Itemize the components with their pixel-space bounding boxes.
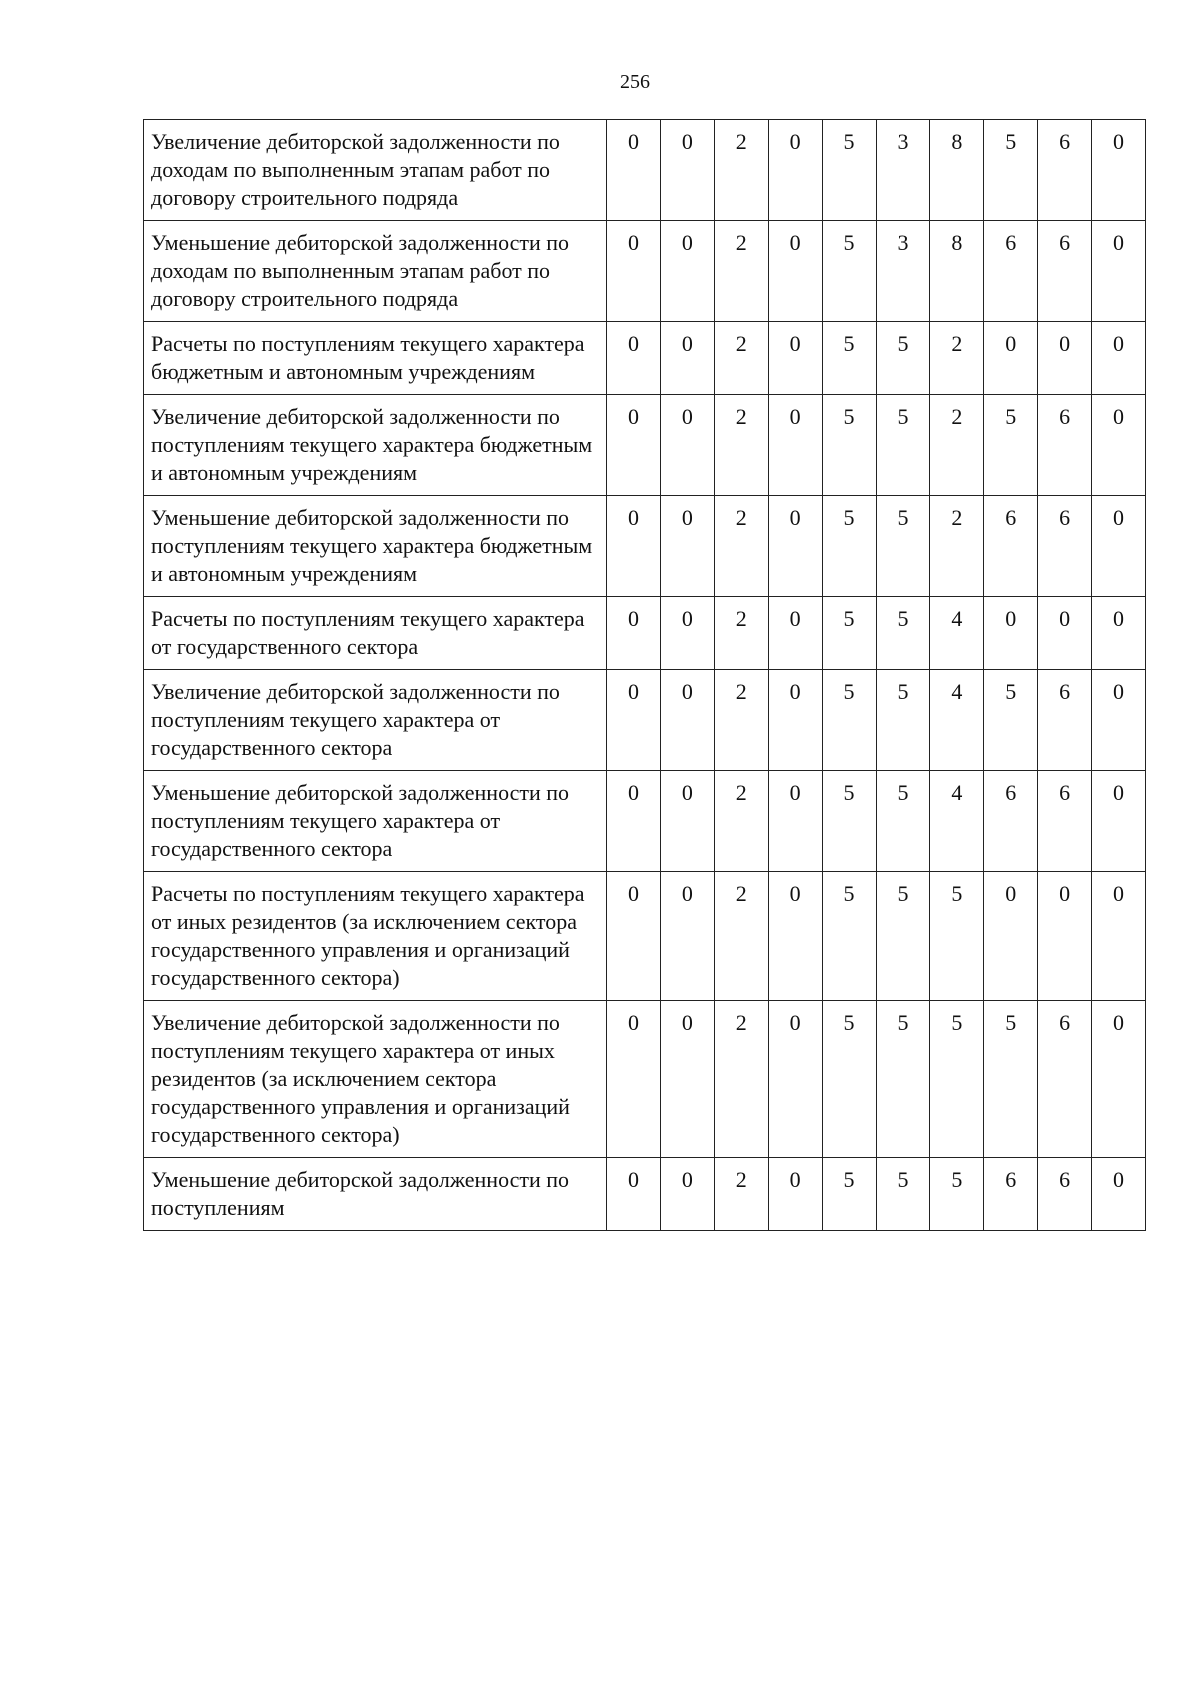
code-digit: 5	[876, 1001, 930, 1158]
code-digit: 0	[607, 496, 661, 597]
account-codes-table	[143, 119, 1146, 1231]
table-row	[144, 322, 1146, 395]
row-description: Уменьшение дебиторской задолженности по поступлениям текущего характера от государственного сектора	[144, 771, 607, 872]
code-digit: 5	[984, 120, 1038, 221]
code-digit: 6	[1038, 771, 1092, 872]
code-digit: 0	[607, 395, 661, 496]
code-digit: 4	[930, 771, 984, 872]
code-digit: 5	[930, 1158, 984, 1231]
table-row	[144, 872, 1146, 1001]
code-digit: 0	[1092, 771, 1146, 872]
code-digit: 6	[1038, 1158, 1092, 1231]
code-digit: 5	[876, 1158, 930, 1231]
code-digit: 8	[930, 221, 984, 322]
code-digit: 0	[1092, 597, 1146, 670]
code-digit: 5	[876, 872, 930, 1001]
code-digit: 5	[876, 496, 930, 597]
row-description: Уменьшение дебиторской задолженности по поступлениям	[144, 1158, 607, 1231]
code-digit: 5	[822, 322, 876, 395]
code-digit: 5	[822, 872, 876, 1001]
code-digit: 0	[660, 872, 714, 1001]
row-description: Уменьшение дебиторской задолженности по доходам по выполненным этапам работ по договору строительного подряда	[144, 221, 607, 322]
code-digit: 0	[1092, 496, 1146, 597]
code-digit: 0	[1092, 872, 1146, 1001]
code-digit: 0	[607, 771, 661, 872]
code-digit: 0	[1038, 322, 1092, 395]
code-digit: 2	[930, 496, 984, 597]
code-digit: 5	[984, 395, 1038, 496]
row-description: Увеличение дебиторской задолженности по поступлениям текущего характера от государственного сектора	[144, 670, 607, 771]
code-digit: 2	[714, 1001, 768, 1158]
code-digit: 0	[768, 221, 822, 322]
code-digit: 4	[930, 670, 984, 771]
code-digit: 0	[1092, 670, 1146, 771]
code-digit: 0	[607, 1158, 661, 1231]
code-digit: 5	[876, 322, 930, 395]
code-digit: 0	[660, 771, 714, 872]
code-digit: 2	[714, 120, 768, 221]
code-digit: 4	[930, 597, 984, 670]
code-digit: 0	[1092, 1001, 1146, 1158]
code-digit: 5	[876, 597, 930, 670]
code-digit: 0	[768, 771, 822, 872]
code-digit: 0	[660, 120, 714, 221]
page-number: 256	[620, 71, 650, 93]
code-digit: 6	[1038, 670, 1092, 771]
code-digit: 2	[930, 395, 984, 496]
code-digit: 2	[930, 322, 984, 395]
code-digit: 0	[607, 872, 661, 1001]
table-row	[144, 670, 1146, 771]
code-digit: 6	[984, 1158, 1038, 1231]
code-digit: 5	[822, 120, 876, 221]
table-row	[144, 597, 1146, 670]
code-digit: 5	[876, 395, 930, 496]
code-digit: 6	[1038, 1001, 1092, 1158]
row-description: Расчеты по поступлениям текущего характера бюджетным и автономным учреждениям	[144, 322, 607, 395]
code-digit: 0	[768, 120, 822, 221]
code-digit: 5	[930, 1001, 984, 1158]
code-digit: 2	[714, 1158, 768, 1231]
code-digit: 0	[607, 1001, 661, 1158]
row-description: Увеличение дебиторской задолженности по поступлениям текущего характера от иных резидентов (за исключением сектора государственного управления и организаций государственного сектора)	[144, 1001, 607, 1158]
code-digit: 0	[607, 322, 661, 395]
code-digit: 5	[876, 670, 930, 771]
code-digit: 6	[1038, 496, 1092, 597]
code-digit: 0	[1038, 872, 1092, 1001]
code-digit: 0	[768, 496, 822, 597]
row-description: Расчеты по поступлениям текущего характера от государственного сектора	[144, 597, 607, 670]
code-digit: 0	[1038, 597, 1092, 670]
code-digit: 0	[607, 221, 661, 322]
code-digit: 0	[1092, 120, 1146, 221]
code-digit: 0	[660, 1158, 714, 1231]
code-digit: 5	[822, 496, 876, 597]
code-digit: 0	[660, 1001, 714, 1158]
code-digit: 2	[714, 395, 768, 496]
account-codes-table-body	[144, 120, 1146, 1231]
row-description: Увеличение дебиторской задолженности по доходам по выполненным этапам работ по договору строительного подряда	[144, 120, 607, 221]
code-digit: 2	[714, 496, 768, 597]
code-digit: 5	[822, 597, 876, 670]
code-digit: 6	[1038, 395, 1092, 496]
row-description: Расчеты по поступлениям текущего характера от иных резидентов (за исключением сектора государственного управления и организаций государственного сектора)	[144, 872, 607, 1001]
code-digit: 3	[876, 120, 930, 221]
code-digit: 3	[876, 221, 930, 322]
code-digit: 0	[607, 597, 661, 670]
table-row	[144, 221, 1146, 322]
code-digit: 2	[714, 872, 768, 1001]
code-digit: 6	[984, 496, 1038, 597]
code-digit: 0	[984, 322, 1038, 395]
code-digit: 5	[822, 221, 876, 322]
code-digit: 5	[876, 771, 930, 872]
table-row	[144, 1158, 1146, 1231]
code-digit: 6	[1038, 221, 1092, 322]
code-digit: 0	[1092, 395, 1146, 496]
code-digit: 0	[607, 120, 661, 221]
code-digit: 0	[768, 1001, 822, 1158]
code-digit: 2	[714, 221, 768, 322]
table-row	[144, 771, 1146, 872]
table-row	[144, 395, 1146, 496]
code-digit: 5	[930, 872, 984, 1001]
code-digit: 0	[768, 1158, 822, 1231]
code-digit: 0	[660, 597, 714, 670]
code-digit: 0	[1092, 1158, 1146, 1231]
code-digit: 0	[984, 597, 1038, 670]
code-digit: 0	[768, 872, 822, 1001]
code-digit: 0	[660, 221, 714, 322]
code-digit: 5	[822, 1001, 876, 1158]
code-digit: 2	[714, 322, 768, 395]
table-row	[144, 120, 1146, 221]
code-digit: 8	[930, 120, 984, 221]
code-digit: 5	[822, 670, 876, 771]
code-digit: 0	[768, 670, 822, 771]
row-description: Уменьшение дебиторской задолженности по поступлениям текущего характера бюджетным и автономным учреждениям	[144, 496, 607, 597]
table-row	[144, 496, 1146, 597]
code-digit: 6	[984, 771, 1038, 872]
code-digit: 0	[768, 322, 822, 395]
code-digit: 5	[984, 1001, 1038, 1158]
code-digit: 0	[984, 872, 1038, 1001]
code-digit: 0	[607, 670, 661, 771]
code-digit: 0	[768, 395, 822, 496]
code-digit: 0	[660, 395, 714, 496]
code-digit: 0	[660, 670, 714, 771]
code-digit: 2	[714, 771, 768, 872]
code-digit: 5	[822, 1158, 876, 1231]
code-digit: 0	[660, 496, 714, 597]
code-digit: 5	[822, 395, 876, 496]
code-digit: 0	[1092, 221, 1146, 322]
code-digit: 5	[822, 771, 876, 872]
row-description: Увеличение дебиторской задолженности по поступлениям текущего характера бюджетным и автономным учреждениям	[144, 395, 607, 496]
table-row	[144, 1001, 1146, 1158]
code-digit: 0	[768, 597, 822, 670]
code-digit: 0	[660, 322, 714, 395]
code-digit: 0	[1092, 322, 1146, 395]
code-digit: 2	[714, 597, 768, 670]
code-digit: 6	[1038, 120, 1092, 221]
code-digit: 2	[714, 670, 768, 771]
code-digit: 5	[984, 670, 1038, 771]
code-digit: 6	[984, 221, 1038, 322]
